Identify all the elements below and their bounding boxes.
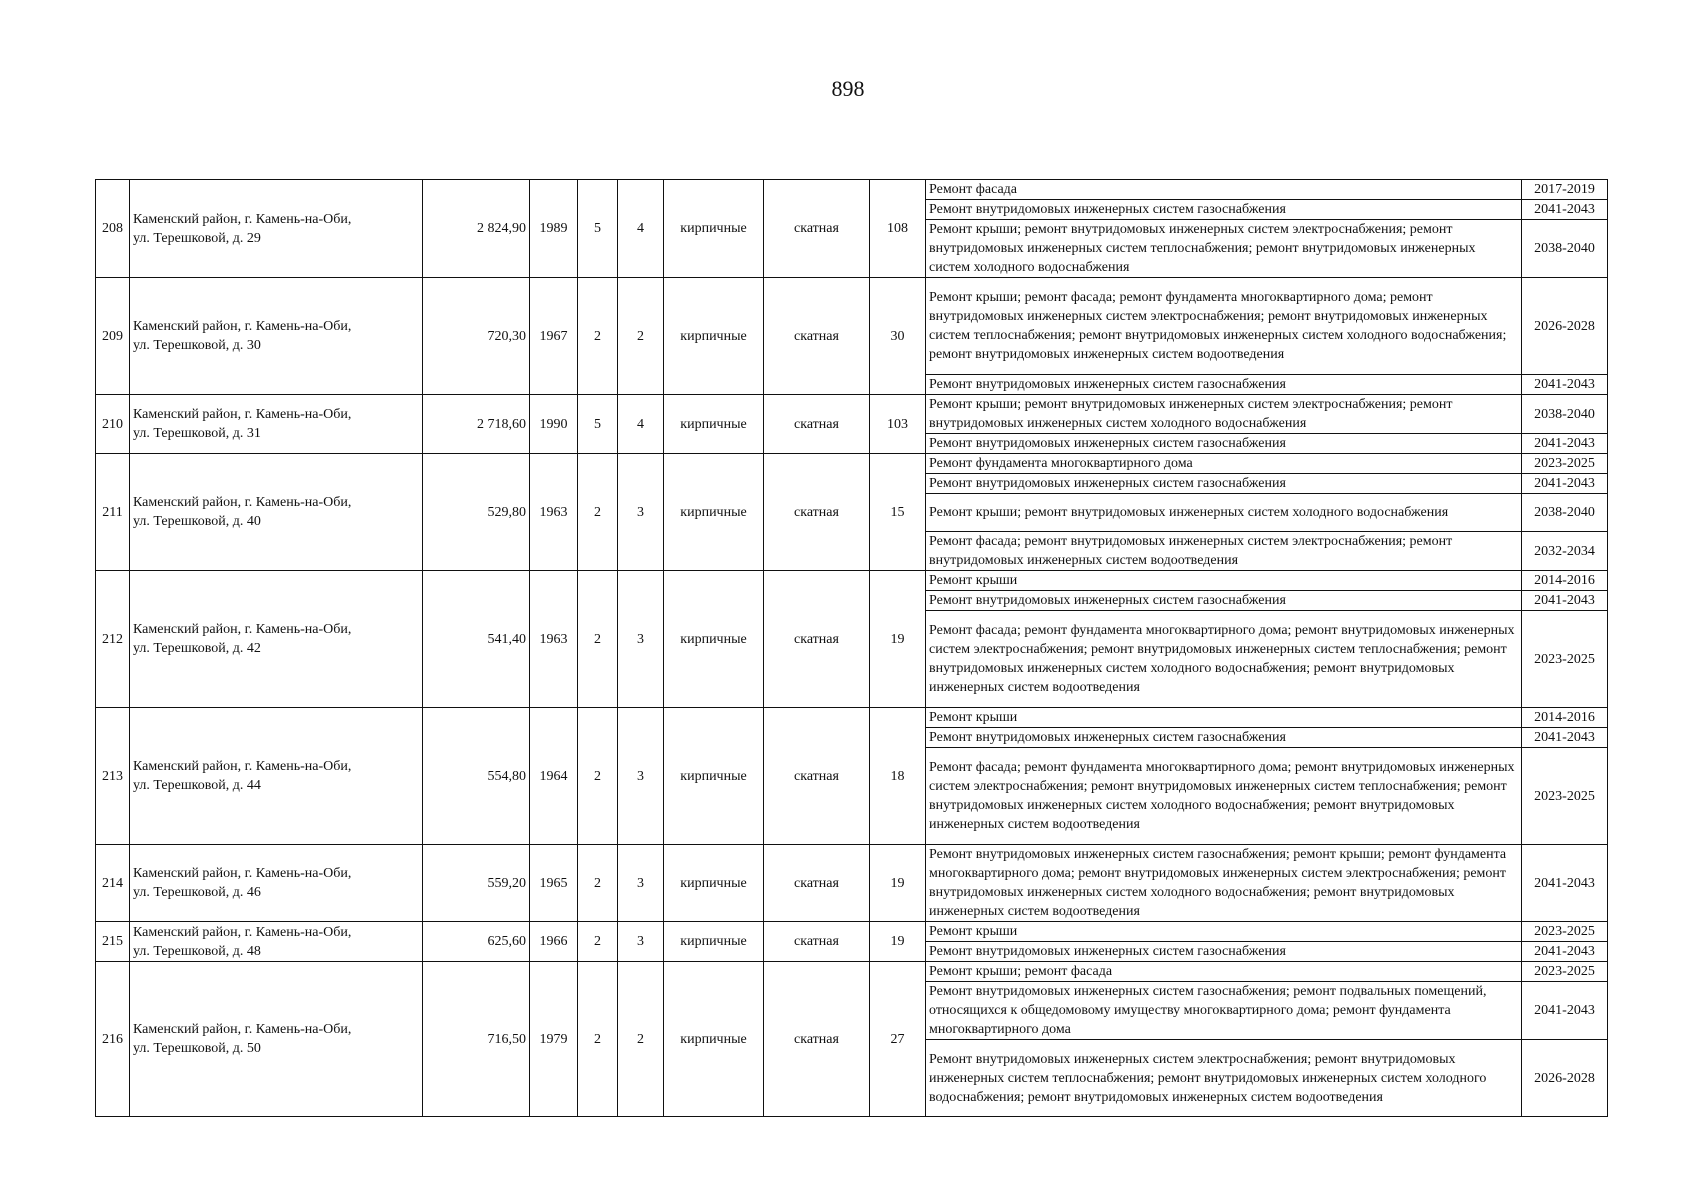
repair-work: Ремонт фасада [926,180,1522,200]
repair-period: 2041-2043 [1522,942,1608,962]
repair-work: Ремонт внутридомовых инженерных систем газоснабжения; ремонт подвальных помещений, относящихся к общедомовому имуществу многоквартирного дома; ремонт фундамента многоквартирного дома [926,982,1522,1040]
entrance-count: 3 [618,922,664,962]
floor-count: 2 [578,454,618,571]
repair-period: 2038-2040 [1522,220,1608,278]
build-year: 1967 [530,278,578,395]
house-number: 215 [96,922,130,962]
entrance-count: 4 [618,395,664,454]
repair-period: 2017-2019 [1522,180,1608,200]
entrance-count: 3 [618,708,664,845]
table-row [96,395,1608,434]
house-address [130,845,423,922]
total-area: 2 718,60 [423,395,530,454]
address-line: ул. Терешковой, д. 29 [133,230,261,246]
resident-count: 19 [870,571,926,708]
resident-count: 19 [870,922,926,962]
address-line: ул. Терешковой, д. 42 [133,641,261,656]
repair-work: Ремонт крыши; ремонт фасада [926,962,1522,982]
repair-work: Ремонт фасада; ремонт внутридомовых инженерных систем электроснабжения; ремонт внутридомовых инженерных систем водоотведения [926,532,1522,571]
table-body [96,180,1608,1117]
repair-work: Ремонт фасада; ремонт фундамента многоквартирного дома; ремонт внутридомовых инженерных систем электроснабжения; ремонт внутридомовых инженерных систем теплоснабжения; ремонт внутридомовых инженерных систем холодного водоснабжения; ремонт внутридомовых инженерных систем водоотведения [926,611,1522,708]
address-line: ул. Терешковой, д. 31 [133,426,261,441]
house-number: 213 [96,708,130,845]
roof-type: скатная [764,180,870,278]
repair-work: Ремонт внутридомовых инженерных систем газоснабжения; ремонт крыши; ремонт фундамента многоквартирного дома; ремонт внутридомовых инженерных систем электроснабжения; ремонт внутридомовых инженерных систем холодного водоснабжения; ремонт внутридомовых инженерных систем водоотведения [926,845,1522,922]
total-area: 541,40 [423,571,530,708]
wall-material: кирпичные [664,278,764,395]
address-line: Каменский район, г. Камень-на-Оби, [133,319,352,334]
entrance-count: 3 [618,845,664,922]
total-area: 554,80 [423,708,530,845]
repair-period: 2014-2016 [1522,708,1608,728]
floor-count: 2 [578,922,618,962]
wall-material: кирпичные [664,962,764,1117]
floor-count: 2 [578,708,618,845]
repair-period: 2041-2043 [1522,375,1608,395]
wall-material: кирпичные [664,571,764,708]
resident-count: 19 [870,845,926,922]
house-address [130,278,423,395]
repair-period: 2032-2034 [1522,532,1608,571]
repair-period: 2041-2043 [1522,200,1608,220]
resident-count: 30 [870,278,926,395]
build-year: 1963 [530,571,578,708]
entrance-count: 2 [618,278,664,395]
roof-type: скатная [764,845,870,922]
capital-repair-table [95,179,1608,1117]
repair-work: Ремонт внутридомовых инженерных систем электроснабжения; ремонт внутридомовых инженерных систем теплоснабжения; ремонт внутридомовых инженерных систем холодного водоснабжения; ремонт внутридомовых инженерных систем водоотведения [926,1040,1522,1117]
repair-period: 2026-2028 [1522,1040,1608,1117]
repair-work: Ремонт внутридомовых инженерных систем газоснабжения [926,474,1522,494]
table-row [96,922,1608,942]
build-year: 1989 [530,180,578,278]
roof-type: скатная [764,962,870,1117]
address-line: Каменский район, г. Камень-на-Оби, [133,495,352,510]
repair-period: 2023-2025 [1522,962,1608,982]
build-year: 1965 [530,845,578,922]
house-address [130,962,423,1117]
address-line: Каменский район, г. Камень-на-Оби, [133,1022,352,1037]
floor-count: 5 [578,180,618,278]
entrance-count: 4 [618,180,664,278]
repair-work: Ремонт внутридомовых инженерных систем газоснабжения [926,375,1522,395]
resident-count: 103 [870,395,926,454]
repair-period: 2023-2025 [1522,611,1608,708]
address-line: Каменский район, г. Камень-на-Оби, [133,407,352,422]
wall-material: кирпичные [664,395,764,454]
address-line: ул. Терешковой, д. 46 [133,885,261,900]
build-year: 1990 [530,395,578,454]
total-area: 529,80 [423,454,530,571]
entrance-count: 3 [618,571,664,708]
repair-period: 2041-2043 [1522,728,1608,748]
repair-work: Ремонт внутридомовых инженерных систем газоснабжения [926,728,1522,748]
wall-material: кирпичные [664,845,764,922]
table-row [96,454,1608,474]
house-number: 214 [96,845,130,922]
wall-material: кирпичные [664,180,764,278]
table-row [96,278,1608,375]
entrance-count: 3 [618,454,664,571]
repair-period: 2041-2043 [1522,434,1608,454]
table-row [96,571,1608,591]
build-year: 1979 [530,962,578,1117]
address-line: ул. Терешковой, д. 30 [133,338,261,353]
floor-count: 2 [578,278,618,395]
house-address [130,454,423,571]
repair-period: 2023-2025 [1522,748,1608,845]
house-number: 208 [96,180,130,278]
roof-type: скатная [764,571,870,708]
build-year: 1966 [530,922,578,962]
repair-work: Ремонт фасада; ремонт фундамента многоквартирного дома; ремонт внутридомовых инженерных систем электроснабжения; ремонт внутридомовых инженерных систем теплоснабжения; ремонт внутридомовых инженерных систем холодного водоснабжения; ремонт внутридомовых инженерных систем водоотведения [926,748,1522,845]
house-number: 209 [96,278,130,395]
repair-work: Ремонт крыши; ремонт фасада; ремонт фундамента многоквартирного дома; ремонт внутридомовых инженерных систем электроснабжения; ремонт внутридомовых инженерных систем теплоснабжения; ремонт внутридомовых инженерных систем холодного водоснабжения; ремонт внутридомовых инженерных систем водоотведения [926,278,1522,375]
repair-period: 2014-2016 [1522,571,1608,591]
wall-material: кирпичные [664,454,764,571]
floor-count: 5 [578,395,618,454]
floor-count: 2 [578,571,618,708]
table-row [96,180,1608,200]
repair-work: Ремонт крыши; ремонт внутридомовых инженерных систем электроснабжения; ремонт внутридомовых инженерных систем холодного водоснабжения [926,395,1522,434]
house-number: 211 [96,454,130,571]
house-address [130,922,423,962]
address-line: ул. Терешковой, д. 44 [133,778,261,793]
repair-period: 2038-2040 [1522,395,1608,434]
house-number: 210 [96,395,130,454]
house-address [130,571,423,708]
house-number: 212 [96,571,130,708]
address-line: Каменский район, г. Камень-на-Оби, [133,866,352,881]
repair-work: Ремонт крыши; ремонт внутридомовых инженерных систем холодного водоснабжения [926,494,1522,532]
address-line: ул. Терешковой, д. 48 [133,943,261,959]
total-area: 720,30 [423,278,530,395]
repair-period: 2041-2043 [1522,982,1608,1040]
page-number: 898 [831,76,865,101]
house-address [130,708,423,845]
total-area: 559,20 [423,845,530,922]
repair-period: 2023-2025 [1522,922,1608,942]
house-address [130,180,423,278]
total-area: 625,60 [423,922,530,962]
address-line: ул. Терешковой, д. 50 [133,1041,261,1056]
floor-count: 2 [578,962,618,1117]
roof-type: скатная [764,278,870,395]
total-area: 716,50 [423,962,530,1117]
table-row [96,708,1608,728]
floor-count: 2 [578,845,618,922]
build-year: 1963 [530,454,578,571]
roof-type: скатная [764,454,870,571]
wall-material: кирпичные [664,922,764,962]
repair-period: 2041-2043 [1522,474,1608,494]
house-address [130,395,423,454]
repair-period: 2023-2025 [1522,454,1608,474]
wall-material: кирпичные [664,708,764,845]
repair-work: Ремонт крыши [926,708,1522,728]
roof-type: скатная [764,922,870,962]
repair-period: 2041-2043 [1522,845,1608,922]
resident-count: 27 [870,962,926,1117]
roof-type: скатная [764,708,870,845]
resident-count: 15 [870,454,926,571]
repair-work: Ремонт крыши [926,571,1522,591]
address-line: Каменский район, г. Камень-на-Оби, [133,924,352,940]
total-area: 2 824,90 [423,180,530,278]
address-line: Каменский район, г. Камень-на-Оби, [133,759,352,774]
repair-work: Ремонт крыши [926,922,1522,942]
roof-type: скатная [764,395,870,454]
address-line: Каменский район, г. Камень-на-Оби, [133,622,352,637]
repair-work: Ремонт крыши; ремонт внутридомовых инженерных систем электроснабжения; ремонт внутридомовых инженерных систем теплоснабжения; ремонт внутридомовых инженерных систем холодного водоснабжения [926,220,1522,278]
repair-work: Ремонт внутридомовых инженерных систем газоснабжения [926,200,1522,220]
build-year: 1964 [530,708,578,845]
repair-period: 2041-2043 [1522,591,1608,611]
repair-period: 2026-2028 [1522,278,1608,375]
entrance-count: 2 [618,962,664,1117]
repair-work: Ремонт внутридомовых инженерных систем газоснабжения [926,434,1522,454]
resident-count: 18 [870,708,926,845]
repair-work: Ремонт фундамента многоквартирного дома [926,454,1522,474]
address-line: Каменский район, г. Камень-на-Оби, [133,211,352,227]
table-row [96,962,1608,982]
repair-work: Ремонт внутридомовых инженерных систем газоснабжения [926,591,1522,611]
repair-work: Ремонт внутридомовых инженерных систем газоснабжения [926,942,1522,962]
house-number: 216 [96,962,130,1117]
repair-period: 2038-2040 [1522,494,1608,532]
resident-count: 108 [870,180,926,278]
address-line: ул. Терешковой, д. 40 [133,514,261,529]
table-row [96,845,1608,922]
